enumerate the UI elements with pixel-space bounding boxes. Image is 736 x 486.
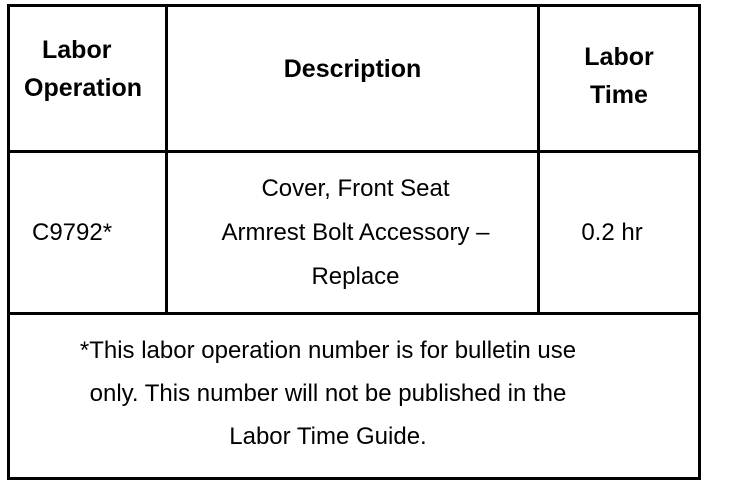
footnote-line3: Labor Time Guide.	[229, 422, 427, 450]
header-labor-operation-line2: Operation	[24, 73, 143, 102]
labor-operation-value: C9792*	[32, 218, 113, 246]
cell-labor-operation	[10, 153, 165, 312]
footnote-line1: *This labor operation number is for bulletin use	[79, 336, 577, 364]
header-labor-time	[540, 7, 698, 150]
footnote	[10, 315, 698, 477]
header-description-label: Description	[283, 54, 422, 83]
header-labor-operation-line1: Labor	[42, 35, 112, 64]
header-labor-operation	[10, 7, 165, 150]
description-line2: Armrest Bolt Accessory –	[221, 218, 490, 246]
description-line3: Replace	[311, 262, 400, 290]
labor-time-value: 0.2 hr	[581, 218, 643, 246]
cell-labor-time	[540, 153, 698, 312]
description-line1: Cover, Front Seat	[261, 174, 450, 202]
cell-description	[168, 153, 537, 312]
header-description	[168, 7, 537, 150]
header-labor-time-line2: Time	[590, 80, 648, 109]
header-labor-time-line1: Labor	[584, 42, 654, 71]
footnote-line2: only. This number will not be published in the	[89, 379, 567, 407]
